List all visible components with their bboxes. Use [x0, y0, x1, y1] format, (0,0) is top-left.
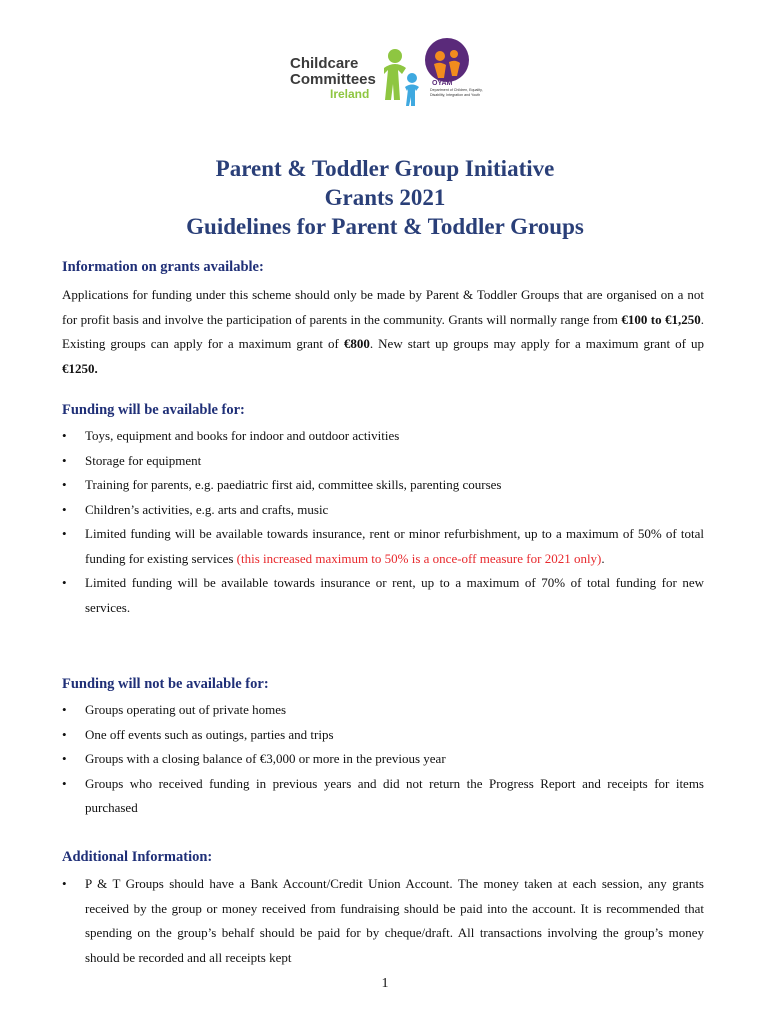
additional-info-list [62, 872, 704, 970]
header-logos [288, 34, 488, 118]
new-max-grant: €1250. [62, 360, 98, 376]
list-item: • Groups with a closing balance of €3,000 or more in the previous year [62, 747, 704, 772]
existing-max-grant: €800 [343, 336, 370, 351]
grants-text-2: . Existing groups can apply for a maximum grant of [62, 311, 704, 351]
document-title [0, 154, 770, 241]
funding-available-list [62, 424, 704, 620]
heading-grants-info: Information on grants available: [62, 259, 264, 275]
department-caption: Department of Children, Equality, Disability, Integration and Youth [430, 88, 483, 97]
grant-range: €100 to €1,250 [621, 311, 701, 327]
logo-text-childcare: Childcare [290, 55, 359, 72]
list-item: • Groups who received funding in previous years and did not return the Progress Report and receipts for items purchased [62, 772, 704, 821]
grants-info-paragraph [62, 283, 704, 381]
title-line-3: Guidelines for Parent & Toddler Groups [186, 214, 584, 239]
grants-text-1: Applications for funding under this scheme should only be made by Parent & Toddler Groups that are organised on a not for profit basis and involve the participation of parents in the community. Grants will normally range from [62, 287, 704, 327]
item5-text: Limited funding will be available towards insurance, rent or minor refurbishment, up to a maximum of 50% of total funding for existing services [85, 526, 704, 566]
page-number: 1 [381, 976, 389, 991]
grants-text-3: . New start up groups may apply for a maximum grant of up [369, 336, 705, 351]
title-line-1: Parent & Toddler Group Initiative [215, 156, 555, 181]
logo-text-committees: Committees [290, 71, 376, 88]
title-line-2: Grants 2021 [324, 185, 446, 210]
funding-not-available-list [62, 698, 704, 821]
item5-end: . [601, 550, 605, 566]
list-item: • Toys, equipment and books for indoor and outdoor activities [62, 424, 704, 449]
list-item: • Children’s activities, e.g. arts and crafts, music [62, 498, 704, 523]
item5-red-note: (this increased maximum to 50% is a once-off measure for 2021 only) [236, 550, 602, 566]
heading-funding-available: Funding will be available for: [62, 402, 245, 418]
logo-text-ireland: Ireland [330, 87, 370, 101]
list-item: • Limited funding will be available towards insurance or rent, up to a maximum of 70% of total funding for new services. [62, 571, 704, 620]
heading-funding-not-available: Funding will not be available for: [62, 676, 269, 692]
heading-additional-info: Additional Information: [62, 849, 213, 865]
list-item: • Training for parents, e.g. paediatric first aid, committee skills, parenting courses [62, 473, 704, 498]
list-item: • Groups operating out of private homes [62, 698, 704, 723]
list-item: • One off events such as outings, parties and trips [62, 723, 704, 748]
oyam-label: OYAM [432, 80, 453, 87]
list-item: • Storage for equipment [62, 449, 704, 474]
list-item [62, 522, 704, 571]
list-item: • P & T Groups should have a Bank Account/Credit Union Account. The money taken at each session, any grants received by the group or money received from fundraising should be paid into the account. It is recommended that spending on the group’s behalf should be paid for by cheque/draft. All transactions involving the group’s money should be recorded and all receipts kept [62, 872, 704, 970]
